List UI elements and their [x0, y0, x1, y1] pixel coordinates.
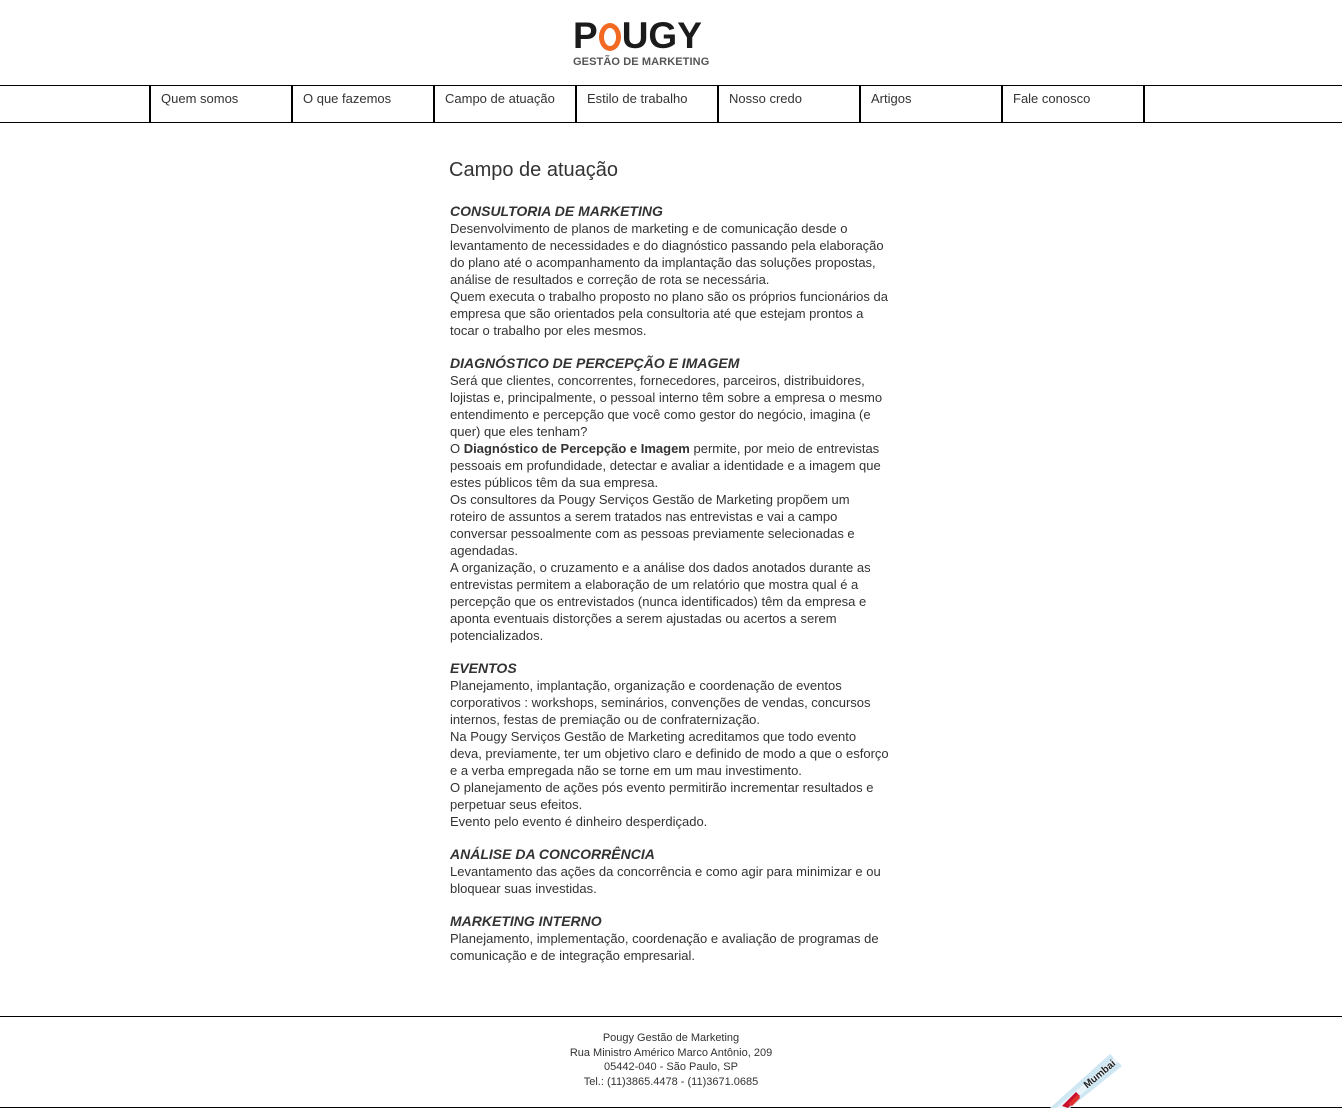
logo-wordmark [573, 16, 718, 56]
footer [0, 1016, 1342, 1108]
mumbai-badge-icon [1048, 1052, 1128, 1108]
logo-letters-ugy: UGY [621, 15, 702, 56]
footer-zip-city: 05442-040 - São Paulo, SP [604, 1061, 738, 1073]
nav-item-fale-conosco[interactable]: Fale conosco [1003, 86, 1145, 122]
footer-address [0, 1031, 1342, 1089]
paragraph: A organização, o cruzamento e a análise dos dados anotados durante as entrevistas permitem a elaboração de um relatório que mostra qual é a percepção que os entrevistados (nunca identificados) têm da empresa e aponta eventuais distorções a serem ajustadas ou acertos a serem potencializados. [450, 560, 871, 643]
section-eventos [450, 660, 889, 830]
section-analise-concorrencia [450, 846, 889, 897]
nav-item-o-que-fazemos[interactable]: O que fazemos [293, 86, 435, 122]
footer-street: Rua Ministro Américo Marco Antônio, 209 [569, 1046, 773, 1059]
nav-item-quem-somos[interactable]: Quem somos [151, 86, 293, 122]
section-marketing-interno [450, 913, 889, 964]
bold-term: Diagnóstico de Percepção e Imagem [463, 441, 690, 456]
nav-item-estilo-de-trabalho[interactable]: Estilo de trabalho [577, 86, 719, 122]
mumbai-badge[interactable] [1048, 1052, 1128, 1108]
text-prefix: O [450, 441, 464, 456]
paragraph: Evento pelo evento é dinheiro desperdiçado. [450, 814, 708, 829]
footer-company: Pougy Gestão de Marketing [602, 1032, 740, 1044]
paragraph: O planejamento de ações pós evento permitirão incrementar resultados e perpetuar seus efeitos. [450, 780, 874, 812]
page-title: Campo de atuação [449, 159, 619, 181]
paragraph: Planejamento, implementação, coordenação e avaliação de programas de comunicação e de integração empresarial. [450, 931, 879, 963]
main-nav [0, 85, 1342, 123]
paragraph: Planejamento, implantação, organização e coordenação de eventos corporativos : workshops, seminários, convenções de vendas, concursos internos, festas de premiação ou de confraternização. [450, 678, 871, 727]
footer-phone: Tel.: (11)3865.4478 - (11)3671.0685 [583, 1075, 759, 1088]
nav-item-artigos[interactable]: Artigos [861, 86, 1003, 122]
paragraph: Levantamento das ações da concorrência e como agir para minimizar e ou bloquear suas investidas. [450, 864, 881, 896]
section-title: DIAGNÓSTICO DE PERCEPÇÃO E IMAGEM [450, 355, 740, 371]
logo-letter-p: P [573, 15, 598, 56]
section-title: EVENTOS [450, 660, 517, 676]
nav-items [149, 86, 1145, 122]
section-title: ANÁLISE DA CONCORRÊNCIA [450, 846, 655, 862]
section-consultoria [450, 203, 889, 339]
paragraph: Os consultores da Pougy Serviços Gestão de Marketing propõem um roteiro de assuntos a serem tratados nas entrevistas e vai a campo conversar pessoalmente com as pessoas previamente selecionadas e agendadas. [450, 492, 855, 558]
header [0, 0, 1342, 85]
paragraph-with-bold [450, 440, 889, 491]
badge-label: Mumbai [1082, 1058, 1119, 1091]
section-diagnostico [450, 355, 889, 644]
pougy-logo[interactable] [573, 16, 718, 72]
main-content [449, 156, 889, 980]
nav-item-campo-de-atuacao[interactable]: Campo de atuação [435, 86, 577, 122]
section-title: CONSULTORIA DE MARKETING [450, 203, 663, 219]
nav-item-nosso-credo[interactable]: Nosso credo [719, 86, 861, 122]
logo-orange-o-icon [599, 23, 621, 51]
logo-tagline: GESTÃO DE MARKETING [573, 56, 710, 68]
paragraph: Será que clientes, concorrentes, fornecedores, parceiros, distribuidores, lojistas e, principalmente, o pessoal interno têm sobre a empresa o mesmo entendimento e percepção que você como gestor do negócio, imagina (e quer) que eles tenham? [450, 373, 883, 439]
paragraph: Quem executa o trabalho proposto no plano são os próprios funcionários da empresa que são orientados pela consultoria até que estejam prontos a tocar o trabalho por eles mesmos. [450, 289, 888, 338]
paragraph: Na Pougy Serviços Gestão de Marketing acreditamos que todo evento deva, previamente, ter um objetivo claro e definido de modo a que o esforço e a verba empregada não se torne em um mau investimento. [450, 729, 889, 778]
section-title: MARKETING INTERNO [450, 913, 602, 929]
text-suffix: permite, por meio de entrevistas pessoais em profundidade, detectar e avaliar a identidade e a imagem que estes públicos têm da sua empresa. [450, 441, 881, 490]
paragraph: Desenvolvimento de planos de marketing e de comunicação desde o levantamento de necessidades e do diagnóstico passando pela elaboração do plano até o acompanhamento da implantação das soluções propostas, análise de resultados e correção de rota se necessária. [450, 221, 884, 287]
